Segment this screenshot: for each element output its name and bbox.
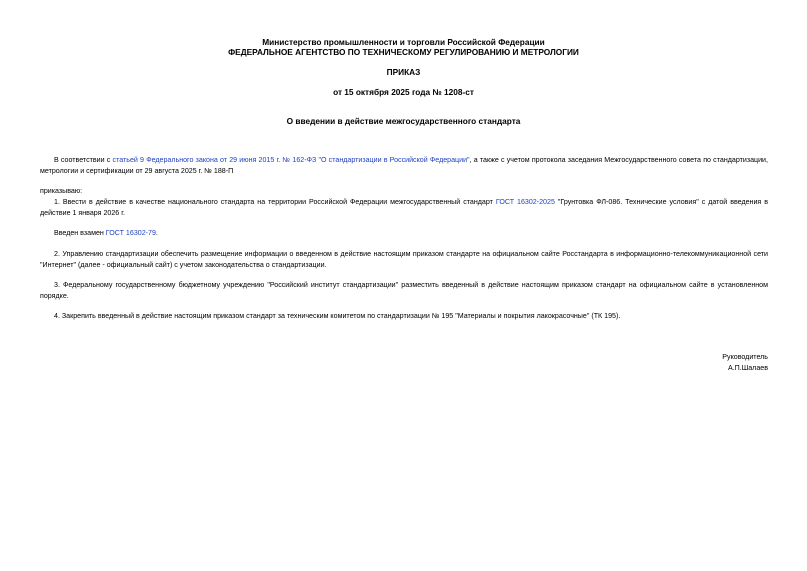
preamble-text-start: В соответствии с xyxy=(54,156,113,164)
document-type: ПРИКАЗ xyxy=(386,67,421,77)
signatory-name: А.П.Шалаев xyxy=(727,364,768,372)
signatory-position: Руководитель xyxy=(722,353,768,361)
replaced-paragraph xyxy=(40,228,768,239)
item-1-text-end: "Грунтовка ФЛ-086. Технические условия" с датой введения в действие 1 января 2026 г. xyxy=(40,198,769,217)
gost-16302-79-link[interactable]: ГОСТ 16302-79 xyxy=(105,229,156,237)
gost-16302-2025-link[interactable]: ГОСТ 16302-2025 xyxy=(495,198,555,206)
federal-law-link[interactable]: статьей 9 Федерального закона от 29 июня 2015 г. № 162-ФЗ "О стандартизации в Российской Федерации" xyxy=(112,156,470,164)
agency-name: ФЕДЕРАЛЬНОЕ АГЕНТСТВО ПО ТЕХНИЧЕСКОМУ РЕГУЛИРОВАНИЮ И МЕТРОЛОГИИ xyxy=(228,47,579,57)
item-1-text-start: 1. Ввести в действие в качестве национального стандарта на территории Российской Федерации межгосударственный стандарт xyxy=(54,198,496,206)
document-date-number: от 15 октября 2025 года № 1208-ст xyxy=(333,87,474,97)
document-subject: О введении в действие межгосударственного стандарта xyxy=(286,116,521,126)
preamble-paragraph xyxy=(40,155,768,177)
item-3-paragraph: 3. Федеральному государственному бюджетному учреждению "Российский институт стандартизации" разместить введенный в действие настоящим приказом стандарт на официальном сайте в установленном порядке. xyxy=(40,281,768,300)
preamble-text-end: , а также с учетом протокола заседания Межгосударственного совета по стандартизации, метрологии и сертификации от 29 августа 2025 г. № 188-П xyxy=(40,156,768,175)
replaced-text-start: Введен взамен xyxy=(54,229,106,237)
order-word: приказываю: xyxy=(40,187,83,195)
item-2-paragraph: 2. Управлению стандартизации обеспечить размещение информации о введенном в действие настоящим приказом стандарте на официальном сайте Росстандарта в информационно-телекоммуникационной сети "Интернет" (далее - официальный сайт) с учетом законодательства о стандартизации. xyxy=(40,250,768,269)
item-1-paragraph xyxy=(40,197,768,219)
item-4-paragraph: 4. Закрепить введенный в действие настоящим приказом стандарт за техническим комитетом по стандартизации № 195 "Материалы и покрытия лакокрасочные" (ТК 195). xyxy=(54,312,621,320)
replaced-text-end: . xyxy=(155,229,158,237)
ministry-name: Министерство промышленности и торговли Российской Федерации xyxy=(262,37,545,47)
